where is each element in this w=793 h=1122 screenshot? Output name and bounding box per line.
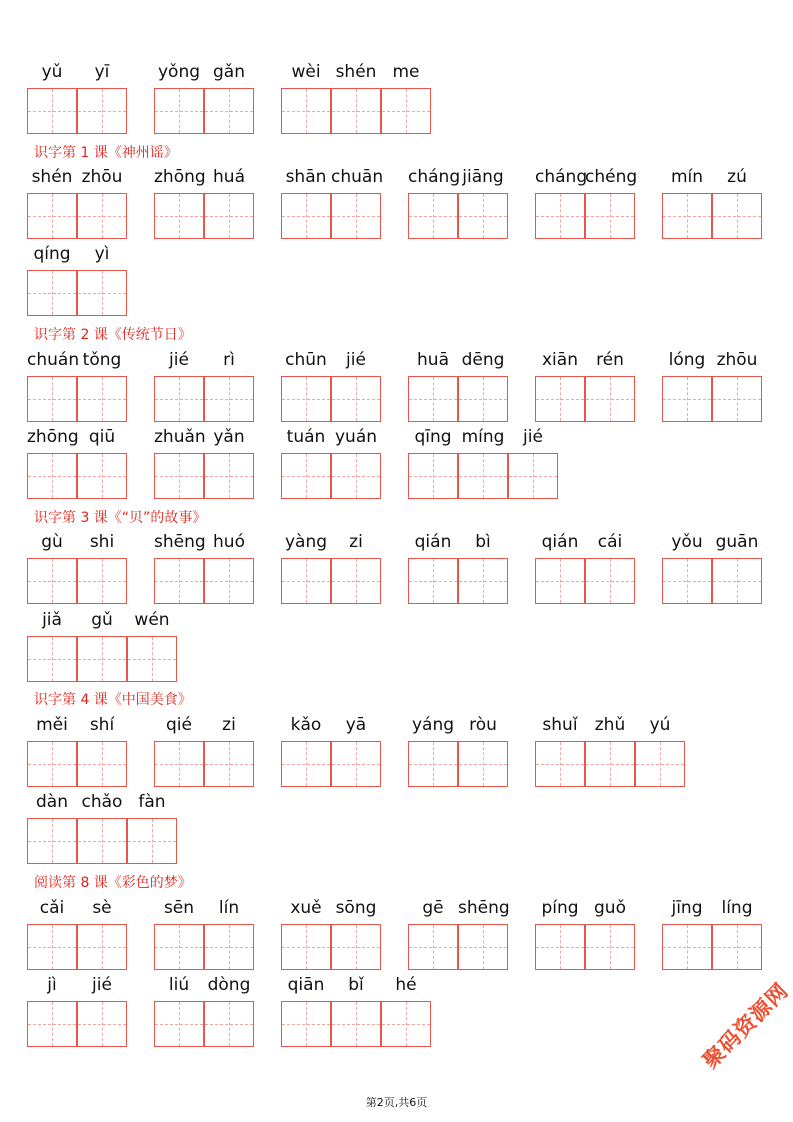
pinyin-syllable: dēng [461,350,505,370]
pinyin-syllable: chuān [331,167,384,187]
writing-cell[interactable] [27,636,77,682]
lesson-heading-3: 识字第 3 课《“贝”的故事》 [34,510,207,526]
pinyin-syllable: chǎo [81,792,123,812]
writing-cell[interactable] [27,453,77,499]
pinyin-syllable: guān [715,532,759,552]
pinyin-syllable: ròu [469,715,497,735]
writing-cell[interactable] [458,924,508,970]
pinyin-syllable: jīng [671,898,703,918]
writing-cell[interactable] [535,376,585,422]
writing-cell[interactable] [154,924,204,970]
pinyin-syllable: yàng [284,532,328,552]
pinyin-syllable: huó [213,532,245,552]
pinyin-syllable: huā [417,350,449,370]
lesson-heading-1: 识字第 1 课《神州谣》 [34,145,178,161]
pinyin-syllable: qié [166,715,192,735]
pinyin-syllable: jì [47,975,57,995]
pinyin-syllable: yǎn [213,427,245,447]
writing-cell[interactable] [204,376,254,422]
pinyin-syllable: xiān [542,350,578,370]
pinyin-syllable: yǔ [41,62,63,82]
writing-cell[interactable] [77,558,127,604]
writing-cell[interactable] [154,453,204,499]
pinyin-syllable: qiān [287,975,325,995]
pinyin-syllable: zhōu [716,350,758,370]
writing-cell[interactable] [154,741,204,787]
pinyin-syllable: zú [727,167,747,187]
pinyin-syllable: zhōu [81,167,123,187]
pinyin-syllable: rì [223,350,235,370]
writing-cell[interactable] [458,558,508,604]
pinyin-syllable: gù [41,532,63,552]
writing-cell[interactable] [27,376,77,422]
writing-cell[interactable] [712,924,762,970]
lesson-heading-4: 识字第 4 课《中国美食》 [34,692,192,708]
pinyin-syllable: sōng [335,898,377,918]
pinyin-syllable: yī [94,62,110,82]
writing-cell[interactable] [408,558,458,604]
page-footer: 第2页,共6页 [365,1096,428,1109]
pinyin-syllable: měi [36,715,68,735]
writing-cell[interactable] [408,193,458,239]
writing-cell[interactable] [77,376,127,422]
writing-cell[interactable] [204,1001,254,1047]
writing-cell[interactable] [535,741,585,787]
pinyin-syllable: zhǔ [594,715,626,735]
writing-cell[interactable] [585,741,635,787]
writing-cell[interactable] [458,741,508,787]
writing-cell[interactable] [535,924,585,970]
pinyin-syllable: zhuǎn [154,427,206,447]
pinyin-syllable: qíng [33,244,71,264]
writing-cell[interactable] [331,193,381,239]
writing-cell[interactable] [154,376,204,422]
pinyin-syllable: wén [134,610,170,630]
writing-cell[interactable] [27,193,77,239]
pinyin-syllable: zi [349,532,363,552]
pinyin-syllable: fàn [138,792,166,812]
writing-cell[interactable] [712,558,762,604]
pinyin-syllable: shén [31,167,73,187]
writing-cell[interactable] [585,924,635,970]
writing-cell[interactable] [535,558,585,604]
writing-cell[interactable] [662,193,712,239]
writing-cell[interactable] [712,193,762,239]
writing-cell[interactable] [77,741,127,787]
writing-cell[interactable] [408,741,458,787]
writing-cell[interactable] [204,558,254,604]
writing-cell[interactable] [331,1001,381,1047]
writing-cell[interactable] [27,818,77,864]
pinyin-syllable: míng [461,427,505,447]
pinyin-syllable: qián [541,532,579,552]
pinyin-syllable: lóng [668,350,706,370]
writing-cell[interactable] [662,376,712,422]
pinyin-syllable: píng [541,898,579,918]
writing-cell[interactable] [458,453,508,499]
writing-cell[interactable] [331,741,381,787]
writing-cell[interactable] [331,558,381,604]
watermark-logo: 聚码资源网 [698,978,793,1074]
pinyin-syllable: sè [92,898,112,918]
pinyin-syllable: jié [523,427,543,447]
writing-cell[interactable] [585,193,635,239]
writing-cell[interactable] [458,193,508,239]
pinyin-syllable: yáng [411,715,455,735]
pinyin-syllable: shān [285,167,327,187]
writing-cell[interactable] [204,924,254,970]
pinyin-syllable: jié [92,975,112,995]
pinyin-syllable: me [392,62,420,82]
writing-cell[interactable] [154,88,204,134]
writing-cell[interactable] [204,741,254,787]
writing-cell[interactable] [204,453,254,499]
writing-cell[interactable] [712,376,762,422]
pinyin-syllable: líng [721,898,753,918]
writing-cell[interactable] [585,376,635,422]
pinyin-syllable: shēng [458,898,510,918]
writing-cell[interactable] [535,193,585,239]
pinyin-syllable: lín [218,898,240,918]
pinyin-syllable: jié [169,350,189,370]
pinyin-syllable: gǔ [91,610,113,630]
writing-cell[interactable] [77,88,127,134]
writing-cell[interactable] [77,193,127,239]
writing-cell[interactable] [154,1001,204,1047]
pinyin-syllable: dàn [36,792,68,812]
lesson-heading-2: 识字第 2 课《传统节日》 [34,327,192,343]
pinyin-syllable: kǎo [290,715,322,735]
writing-cell[interactable] [281,741,331,787]
pinyin-syllable: liú [168,975,190,995]
pinyin-syllable: zhōng [154,167,206,187]
pinyin-syllable: qián [414,532,452,552]
pinyin-syllable: gē [422,898,444,918]
pinyin-syllable: yú [649,715,671,735]
writing-cell[interactable] [331,376,381,422]
pinyin-syllable: rén [596,350,624,370]
pinyin-syllable: sēn [163,898,195,918]
writing-cell[interactable] [27,741,77,787]
writing-cell[interactable] [331,453,381,499]
pinyin-syllable: jiāng [462,167,504,187]
pinyin-syllable: cháng [408,167,461,187]
pinyin-syllable: qīng [414,427,452,447]
pinyin-syllable: chūn [285,350,327,370]
pinyin-syllable: shēng [154,532,206,552]
pinyin-syllable: zi [222,715,236,735]
pinyin-syllable: cái [597,532,623,552]
writing-cell[interactable] [77,818,127,864]
writing-cell[interactable] [281,558,331,604]
pinyin-syllable: bì [475,532,491,552]
pinyin-syllable: yì [94,244,110,264]
pinyin-syllable: dòng [207,975,251,995]
writing-cell[interactable] [204,193,254,239]
pinyin-syllable: wèi [291,62,321,82]
writing-cell[interactable] [27,924,77,970]
pinyin-syllable: zhōng [27,427,79,447]
writing-cell[interactable] [635,741,685,787]
pinyin-syllable: xuě [290,898,322,918]
pinyin-syllable: yǒng [157,62,201,82]
writing-cell[interactable] [154,193,204,239]
pinyin-syllable: yuán [334,427,378,447]
writing-cell[interactable] [281,1001,331,1047]
pinyin-syllable: chéng [585,167,638,187]
writing-cell[interactable] [381,1001,431,1047]
writing-cell[interactable] [408,376,458,422]
writing-cell[interactable] [408,924,458,970]
writing-cell[interactable] [508,453,558,499]
pinyin-syllable: shuǐ [542,715,578,735]
pinyin-syllable: bǐ [348,975,364,995]
pinyin-syllable: cǎi [39,898,65,918]
writing-cell[interactable] [585,558,635,604]
pinyin-syllable: jié [346,350,366,370]
writing-cell[interactable] [77,636,127,682]
writing-cell[interactable] [127,818,177,864]
writing-cell[interactable] [77,270,127,316]
pinyin-syllable: yā [345,715,367,735]
writing-cell[interactable] [77,453,127,499]
pinyin-syllable: guǒ [594,898,626,918]
pinyin-syllable: tǒng [82,350,122,370]
pinyin-syllable: shí [89,715,115,735]
writing-cell[interactable] [331,924,381,970]
pinyin-syllable: cháng [535,167,588,187]
writing-cell[interactable] [458,376,508,422]
writing-cell[interactable] [381,88,431,134]
pinyin-syllable: jiǎ [42,610,62,630]
pinyin-syllable: chuán [27,350,80,370]
writing-cell[interactable] [77,1001,127,1047]
pinyin-syllable: huá [213,167,245,187]
writing-cell[interactable] [281,88,331,134]
writing-cell[interactable] [27,88,77,134]
writing-cell[interactable] [27,270,77,316]
pinyin-syllable: mín [670,167,704,187]
pinyin-syllable: shi [89,532,115,552]
pinyin-syllable: gǎn [213,62,245,82]
writing-cell[interactable] [204,88,254,134]
writing-cell[interactable] [281,193,331,239]
writing-cell[interactable] [27,558,77,604]
writing-cell[interactable] [77,924,127,970]
writing-cell[interactable] [408,453,458,499]
pinyin-syllable: yǒu [671,532,703,552]
writing-cell[interactable] [281,453,331,499]
writing-cell[interactable] [154,558,204,604]
pinyin-syllable: qiū [88,427,116,447]
pinyin-syllable: shén [335,62,377,82]
writing-cell[interactable] [127,636,177,682]
writing-cell[interactable] [281,376,331,422]
writing-cell[interactable] [331,88,381,134]
writing-cell[interactable] [662,924,712,970]
writing-cell[interactable] [27,1001,77,1047]
writing-cell[interactable] [281,924,331,970]
lesson-heading-5: 阅读第 8 课《彩色的梦》 [34,875,192,891]
pinyin-syllable: tuán [286,427,326,447]
writing-cell[interactable] [662,558,712,604]
pinyin-syllable: hé [395,975,417,995]
